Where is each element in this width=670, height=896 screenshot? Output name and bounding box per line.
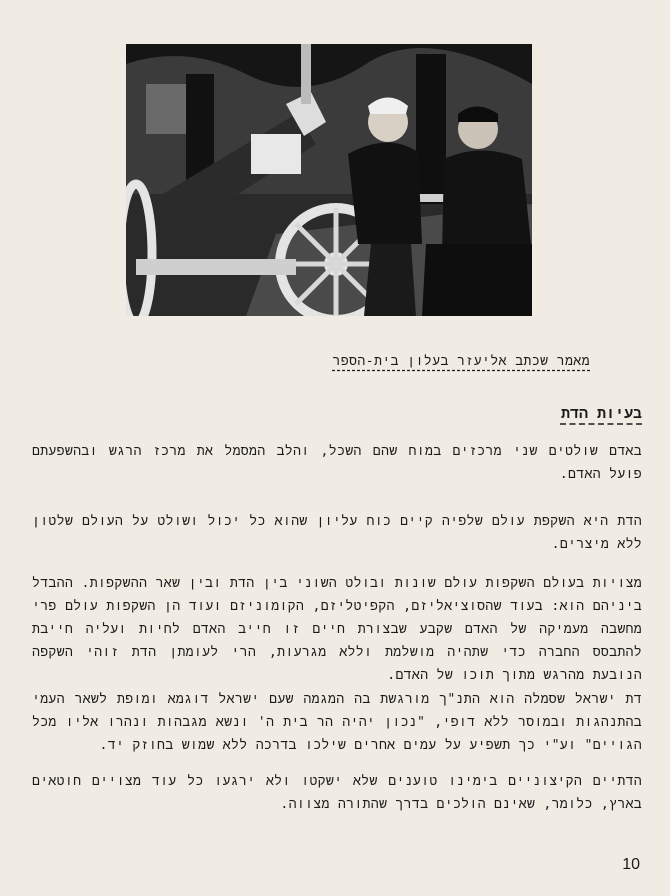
paragraph-4: דת ישראל שסמלה הוא התנ"ך מורגשת בה המגמה שעם ישראל דוגמא ומופת לשאר העמי בהתנהגות ובמוסר ללא דופי, "נכון יהיה הר בית ה' ונשא מגבהות ונהרו אליו מכל הגויים" וע"י כך תשפיע על עמים אחרים שילכו בדרכה ללא שמוש בחוזק יד. <box>32 692 642 753</box>
paragraph-2: הדת היא השקפת עולם שלפיה קיים כוח עליון שהוא כל יכול ושולט על העולם שלטון ללא מיצרים. <box>32 514 642 552</box>
paragraph-5: הדתיים הקיצוניים בימינו טוענים שלא ישקטו ולא ירגעו כל עוד מצויים חוטאים בארץ, כלומר, שאינם הולכים בדרך שהתורה מצווה. <box>32 774 642 812</box>
paragraph-1: באדם שולטים שני מרכזים במוח שהם השכל, והלב המסמל את מרכז הרגש ובהשפעתם פועל האדם. <box>32 444 642 482</box>
article-heading: בעיות הדת <box>560 404 642 422</box>
photo <box>126 44 532 316</box>
paragraph-3: מצויות בעולם השקפות עולם שונות ובולט השוני בין הדת ובין שאר ההשקפות. ההבדל ביניהם הוא: בעוד שהסוציאליזם, הקפיטליזם, הקומוניזם ועוד הן השקפות עולם פרי מחשבה מעמיקה של האדם שקבע שבצורת חיים זו חייב האדם לחיות ועליה חייבת להתבסס החברה כדי שתהיה מושלמת וללא מגרעות, הרי לעומתן הדת זוהי השקפה הנובעת מהרגש מתוך תוכו של האדם. <box>32 576 642 683</box>
photo-caption: מאמר שכתב אליעזר בעלון בית-הספר <box>332 354 590 369</box>
page-number: 10 <box>622 856 640 873</box>
photo-image <box>126 44 532 316</box>
